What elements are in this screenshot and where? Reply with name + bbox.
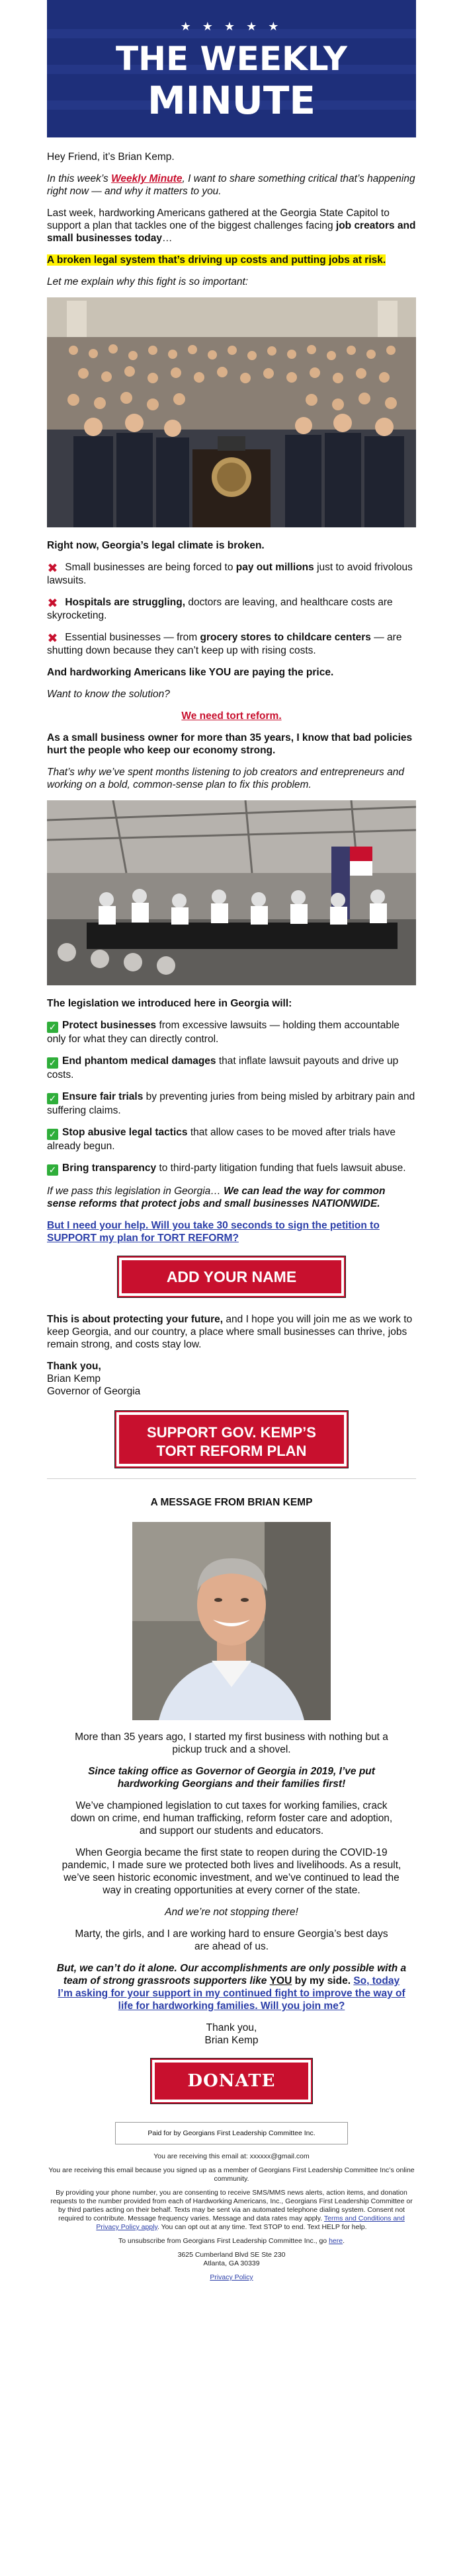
section-divider [47, 1478, 416, 1479]
red-x-icon: ✖ [47, 632, 58, 646]
footer [47, 2122, 416, 2282]
legislation-heading: The legislation we introduced here in Georgia will: [47, 998, 292, 1009]
message-p2: Since taking office as Governor of Georgia in 2019, I’ve put hardworking Georgians and their families first! [88, 1766, 375, 1790]
signoff: Thank you, Brian Kemp Governor of Georgia [47, 1361, 141, 1397]
message-p6: Marty, the girls, and I are working hard to ensure Georgia’s best days are ahead of us. [75, 1928, 388, 1952]
red-x-icon: ✖ [47, 562, 58, 576]
petition-link[interactable]: But I need your help. Will you take 30 seconds to sign the petition to SUPPORT my plan for TORT REFORM? [47, 1220, 380, 1244]
intro-paragraph-2: Last week, hardworking Americans gathered at the Georgia State Capitol to support a plan that tackles one of the biggest challenges facing job creators and small businesses today… [47, 208, 416, 244]
check-icon: ✓ [47, 1164, 58, 1176]
climate-item-3: ✖ Essential businesses — from grocery stores to childcare centers — are shutting down because they can’t keep up with rising costs. [47, 632, 402, 656]
intro-paragraph-3: Let me explain why this fight is so important: [47, 276, 249, 287]
weekly-minute-banner [47, 0, 416, 137]
banner-stars: ★ ★ ★ ★ ★ [180, 20, 283, 33]
donate-button[interactable]: DONATE [152, 2060, 311, 2102]
roundtable-photo [47, 800, 416, 985]
weekly-minute-link[interactable]: Weekly Minute [111, 173, 183, 184]
pass-paragraph: If we pass this legislation in Georgia… We can lead the way for common sense reforms that protect jobs and small businesses NATIONWIDE. [47, 1186, 386, 1209]
highlight-paragraph [47, 254, 416, 266]
message-p3: We’ve championed legislation to cut taxes for working families, crack down on crime, end human trafficking, reform foster care and adoption, and support our students and educators. [70, 1800, 393, 1837]
email-body [47, 0, 416, 2300]
tort-reform-link[interactable]: We need tort reform. [181, 710, 282, 722]
join-me-link[interactable]: So, today I’m asking for your support in my continued fight to improve the way of life for hardworking families. Will you join me? [58, 1975, 405, 2012]
check-icon: ✓ [47, 1093, 58, 1104]
message-p1: More than 35 years ago, I started my first business with nothing but a pickup truck and a shovel. [75, 1731, 388, 1755]
check-icon: ✓ [47, 1022, 58, 1033]
legislation-item-5: ✓ Bring transparency to third-party litigation funding that fuels lawsuit abuse. [47, 1162, 416, 1176]
add-your-name-button[interactable]: ADD YOUR NAME [119, 1258, 344, 1296]
footer-address: 3625 Cumberland Blvd SE Ste 230 Atlanta, GA 30339 [177, 2251, 286, 2267]
terms-link[interactable]: Terms and Conditions and Privacy Policy apply [96, 2215, 405, 2231]
petition-paragraph [47, 1219, 416, 1244]
message-signoff: Thank you, Brian Kemp [204, 2022, 259, 2046]
support-tort-reform-button[interactable]: SUPPORT GOV. KEMP’S TORT REFORM PLAN [116, 1412, 347, 1466]
solution-line [47, 710, 416, 722]
message-heading: A MESSAGE FROM BRIAN KEMP [150, 1497, 313, 1508]
message-p4: When Georgia became the first state to reopen during the COVID-19 pandemic, I made sure we protected both lives and livelihoods. As a result, we’ve seen historic economic investment, and we’ve continued to lead the way in creating opportunities at every corner of the state. [62, 1847, 401, 1896]
footer-consent: By providing your phone number, you are consenting to receive SMS/MMS news alerts, action items, and donation requests to the number provided from each of Hardworking Americans, Inc., Georgians First Leadership Committee or by third parties acting on their behalf. Texts may be sent via an automated telephone dialing system. Consent not required to contribute. Message frequency varies. Message and data rates may apply. Terms and Conditions and Privacy Policy apply. You can opt out at any time. Text STOP to end. Text HELP for help. [50, 2189, 413, 2231]
highlighted-text: A broken legal system that’s driving up costs and putting jobs at risk. [47, 254, 386, 266]
legislation-item-1: ✓ Protect businesses from excessive lawsuits — holding them accountable only for what they can directly control. [47, 1020, 400, 1045]
brian-kemp-portrait [132, 1522, 331, 1720]
climate-item-2: ✖ Hospitals are struggling, doctors are leaving, and healthcare costs are skyrocketing. [47, 597, 393, 621]
message-p5: And we’re not stopping there! [165, 1907, 298, 1918]
greeting: Hey Friend, it’s Brian Kemp. [47, 151, 175, 163]
footer-received: You are receiving this email at: xxxxxx@gmail.com [153, 2152, 310, 2160]
footer-privacy [47, 2273, 416, 2282]
climate-item-1: ✖ Small businesses are being forced to pay out millions just to avoid frivolous lawsuits. [47, 562, 413, 586]
privacy-policy-link[interactable]: Privacy Policy [210, 2273, 253, 2281]
banner-title-line2: MINUTE [147, 78, 316, 123]
check-icon: ✓ [47, 1129, 58, 1140]
price-line: And hardworking Americans like YOU are paying the price. [47, 667, 334, 678]
check-icon: ✓ [47, 1057, 58, 1069]
roundtable-image [47, 800, 416, 985]
message-p7: But, we can’t do it alone. Our accomplishments are only possible with a team of strong grassroots supporters like YOU by my side. So, today I’m asking for your support in my continued fight to improve the way of life for hardworking families. Will you join me? [56, 1963, 407, 2012]
solution-question: Want to know the solution? [47, 689, 170, 700]
footer-unsubscribe: To unsubscribe from Georgians First Leadership Committee Inc., go here. [118, 2237, 345, 2245]
owner-paragraph: As a small business owner for more than 35 years, I know that bad policies hurt the people who keep our economy strong. [47, 732, 413, 756]
unsubscribe-link[interactable]: here [329, 2237, 343, 2245]
portrait-photo [132, 1522, 331, 1720]
legislation-item-3: ✓ Ensure fair trials by preventing juries from being misled by arbitrary pain and suffering claims. [47, 1091, 415, 1116]
intro-paragraph-1: In this week’s Weekly Minute, I want to share something critical that’s happening right now — and why it matters to you. [47, 173, 415, 197]
footer-signed-up: You are receiving this email because you signed up as a member of Georgians First Leadership Committee Inc’s online community. [48, 2166, 415, 2183]
red-x-icon: ✖ [47, 597, 58, 611]
future-paragraph: This is about protecting your future, and I hope you will join me as we work to keep Georgia, and our country, a place where small businesses can thrive, jobs remain strong, and costs stay low. [47, 1314, 413, 1350]
climate-heading: Right now, Georgia’s legal climate is broken. [47, 540, 265, 551]
capitol-rally-image [47, 297, 416, 527]
paid-for-box: Paid for by Georgians First Leadership Committee Inc. [115, 2122, 348, 2144]
listening-paragraph: That’s why we’ve spent months listening to job creators and entrepreneurs and working on a bold, common-sense plan to fix this problem. [47, 767, 404, 790]
banner-title-line1: THE WEEKLY [116, 40, 347, 78]
legislation-item-4: ✓ Stop abusive legal tactics that allow cases to be moved after trials have already begun. [47, 1127, 396, 1152]
legislation-item-2: ✓ End phantom medical damages that inflate lawsuit payouts and drive up costs. [47, 1055, 399, 1080]
capitol-rally-photo [47, 297, 416, 527]
